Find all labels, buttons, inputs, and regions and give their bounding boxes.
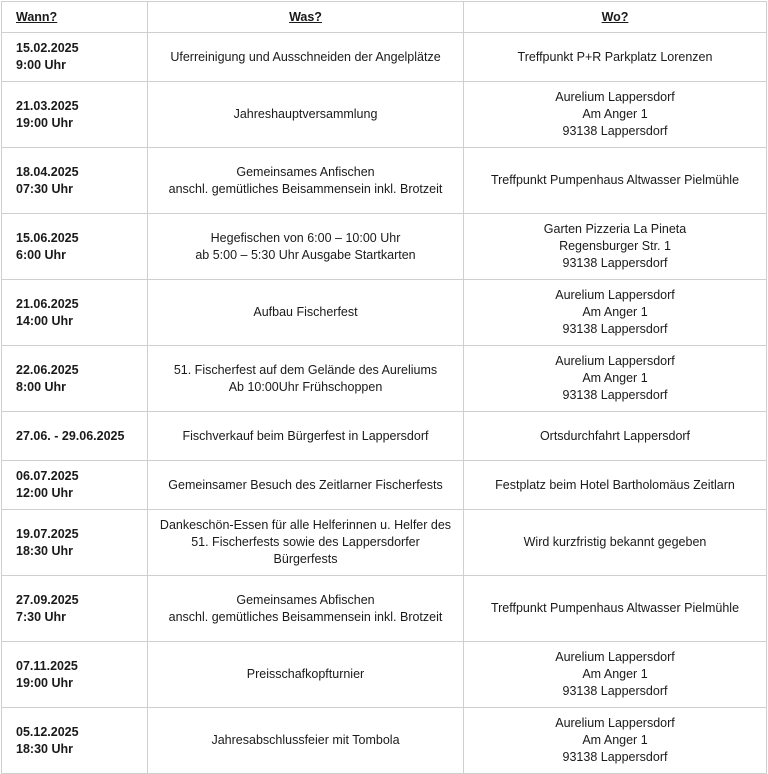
date-cell xyxy=(2,576,148,642)
event-location: 93138 Lappersdorf xyxy=(562,124,668,138)
event-location: Aurelium Lappersdorf xyxy=(555,90,675,104)
event-location: Aurelium Lappersdorf xyxy=(555,354,675,368)
location-cell xyxy=(464,82,767,148)
event-date: 18.04.2025 xyxy=(16,164,79,179)
event-date: 19.07.2025 xyxy=(16,526,79,541)
event-location: Am Anger 1 xyxy=(582,733,648,747)
event-time: 19:00 Uhr xyxy=(16,675,73,690)
event-cell xyxy=(148,280,464,346)
location-cell xyxy=(464,33,767,82)
location-cell xyxy=(464,346,767,412)
event-location: Wird kurzfristig bekannt gegeben xyxy=(523,535,707,549)
event-description: Gemeinsames Abfischen xyxy=(236,592,375,607)
event-date: 21.03.2025 xyxy=(16,98,79,113)
event-location: Am Anger 1 xyxy=(582,667,648,681)
event-description: Hegefischen von 6:00 – 10:00 Uhr xyxy=(210,230,401,245)
event-description: Jahresabschlussfeier mit Tombola xyxy=(211,733,400,747)
table-row xyxy=(2,214,767,280)
event-date: 21.06.2025 xyxy=(16,296,79,311)
table-row xyxy=(2,642,767,708)
event-date: 06.07.2025 xyxy=(16,469,79,483)
event-location: Treffpunkt Pumpenhaus Altwasser Pielmühle xyxy=(490,173,740,187)
event-cell xyxy=(148,346,464,412)
event-location: Am Anger 1 xyxy=(582,371,648,385)
event-cell xyxy=(148,214,464,280)
schedule-table xyxy=(1,1,767,774)
event-description: anschl. gemütliches Beisammensein inkl. Brotzeit xyxy=(168,181,443,196)
event-description: Aufbau Fischerfest xyxy=(253,305,358,319)
event-location: Am Anger 1 xyxy=(582,107,648,121)
location-cell xyxy=(464,280,767,346)
event-date: 07.11.2025 xyxy=(16,658,78,673)
date-cell xyxy=(2,708,148,774)
location-cell xyxy=(464,412,767,461)
table-row xyxy=(2,346,767,412)
date-cell xyxy=(2,461,148,510)
event-description: Preisschafkopfturnier xyxy=(246,667,365,681)
event-location: Aurelium Lappersdorf xyxy=(555,288,675,302)
event-location: 93138 Lappersdorf xyxy=(562,388,668,402)
table-row xyxy=(2,82,767,148)
event-location: 93138 Lappersdorf xyxy=(562,750,668,764)
table-row xyxy=(2,148,767,214)
date-cell xyxy=(2,33,148,82)
event-date: 27.06. - 29.06.2025 xyxy=(16,428,125,443)
table-row xyxy=(2,412,767,461)
event-time: 18:30 Uhr xyxy=(16,741,73,756)
header-where: Wo? xyxy=(464,2,767,33)
event-time: 6:00 Uhr xyxy=(16,247,67,262)
event-location: Aurelium Lappersdorf xyxy=(555,716,675,730)
event-time: 12:00 Uhr xyxy=(16,486,73,500)
event-time: 8:00 Uhr xyxy=(16,379,67,394)
event-description: 51. Fischerfest auf dem Gelände des Aureliums xyxy=(173,362,438,377)
date-cell xyxy=(2,642,148,708)
table-row xyxy=(2,280,767,346)
event-date: 27.09.2025 xyxy=(16,592,79,607)
event-description: Bürgerfests xyxy=(273,552,338,566)
event-location: Garten Pizzeria La Pineta xyxy=(543,222,687,236)
event-description: Ab 10:00Uhr Frühschoppen xyxy=(228,379,383,394)
date-cell xyxy=(2,280,148,346)
table-row xyxy=(2,461,767,510)
event-date: 15.02.2025 xyxy=(16,41,79,55)
date-cell xyxy=(2,346,148,412)
event-description: Fischverkauf beim Bürgerfest in Lappersdorf xyxy=(182,428,429,443)
event-description: Gemeinsames Anfischen xyxy=(236,164,375,179)
date-cell xyxy=(2,214,148,280)
location-cell xyxy=(464,510,767,576)
location-cell xyxy=(464,576,767,642)
date-cell xyxy=(2,510,148,576)
event-location: Festplatz beim Hotel Bartholomäus Zeitlarn xyxy=(495,477,735,492)
header-when: Wann? xyxy=(2,2,148,33)
date-cell xyxy=(2,412,148,461)
event-time: 14:00 Uhr xyxy=(16,313,73,328)
table-row xyxy=(2,576,767,642)
event-location: Am Anger 1 xyxy=(582,305,648,319)
event-date: 05.12.2025 xyxy=(16,724,79,739)
location-cell xyxy=(464,708,767,774)
table-row xyxy=(2,708,767,774)
date-cell xyxy=(2,148,148,214)
location-cell xyxy=(464,642,767,708)
event-cell xyxy=(148,642,464,708)
date-cell xyxy=(2,82,148,148)
event-location: Aurelium Lappersdorf xyxy=(555,650,675,664)
event-location: 93138 Lappersdorf xyxy=(562,256,668,270)
event-location: 93138 Lappersdorf xyxy=(562,684,668,698)
event-location: Treffpunkt P+R Parkplatz Lorenzen xyxy=(517,49,713,64)
event-cell xyxy=(148,510,464,576)
event-description: anschl. gemütliches Beisammensein inkl. Brotzeit xyxy=(168,609,443,624)
event-date: 15.06.2025 xyxy=(16,230,79,245)
event-location: Ortsdurchfahrt Lappersdorf xyxy=(539,428,691,443)
event-time: 18:30 Uhr xyxy=(16,543,73,558)
event-location: Treffpunkt Pumpenhaus Altwasser Pielmühle xyxy=(490,601,740,615)
event-cell xyxy=(148,461,464,510)
event-cell xyxy=(148,412,464,461)
location-cell xyxy=(464,148,767,214)
event-cell xyxy=(148,82,464,148)
header-row xyxy=(2,2,767,33)
event-time: 07:30 Uhr xyxy=(16,181,73,196)
event-cell xyxy=(148,148,464,214)
event-description: 51. Fischerfests sowie des Lappersdorfer xyxy=(191,535,420,549)
event-cell xyxy=(148,576,464,642)
header-what: Was? xyxy=(148,2,464,33)
event-location: 93138 Lappersdorf xyxy=(562,322,668,336)
event-cell xyxy=(148,708,464,774)
event-description: Uferreinigung und Ausschneiden der Angelplätze xyxy=(170,49,441,64)
table-row xyxy=(2,33,767,82)
event-description: Gemeinsamer Besuch des Zeitlarner Fischerfests xyxy=(168,477,443,492)
location-cell xyxy=(464,461,767,510)
event-description: Jahreshauptversammlung xyxy=(233,107,378,121)
event-time: 9:00 Uhr xyxy=(16,58,67,72)
event-time: 19:00 Uhr xyxy=(16,115,73,130)
event-description: Dankeschön-Essen für alle Helferinnen u. Helfer des xyxy=(159,518,452,532)
event-location: Regensburger Str. 1 xyxy=(559,239,671,253)
location-cell xyxy=(464,214,767,280)
event-time: 7:30 Uhr xyxy=(16,609,67,624)
table-row xyxy=(2,510,767,576)
event-description: ab 5:00 – 5:30 Uhr Ausgabe Startkarten xyxy=(195,247,416,262)
event-cell xyxy=(148,33,464,82)
event-date: 22.06.2025 xyxy=(16,362,79,377)
